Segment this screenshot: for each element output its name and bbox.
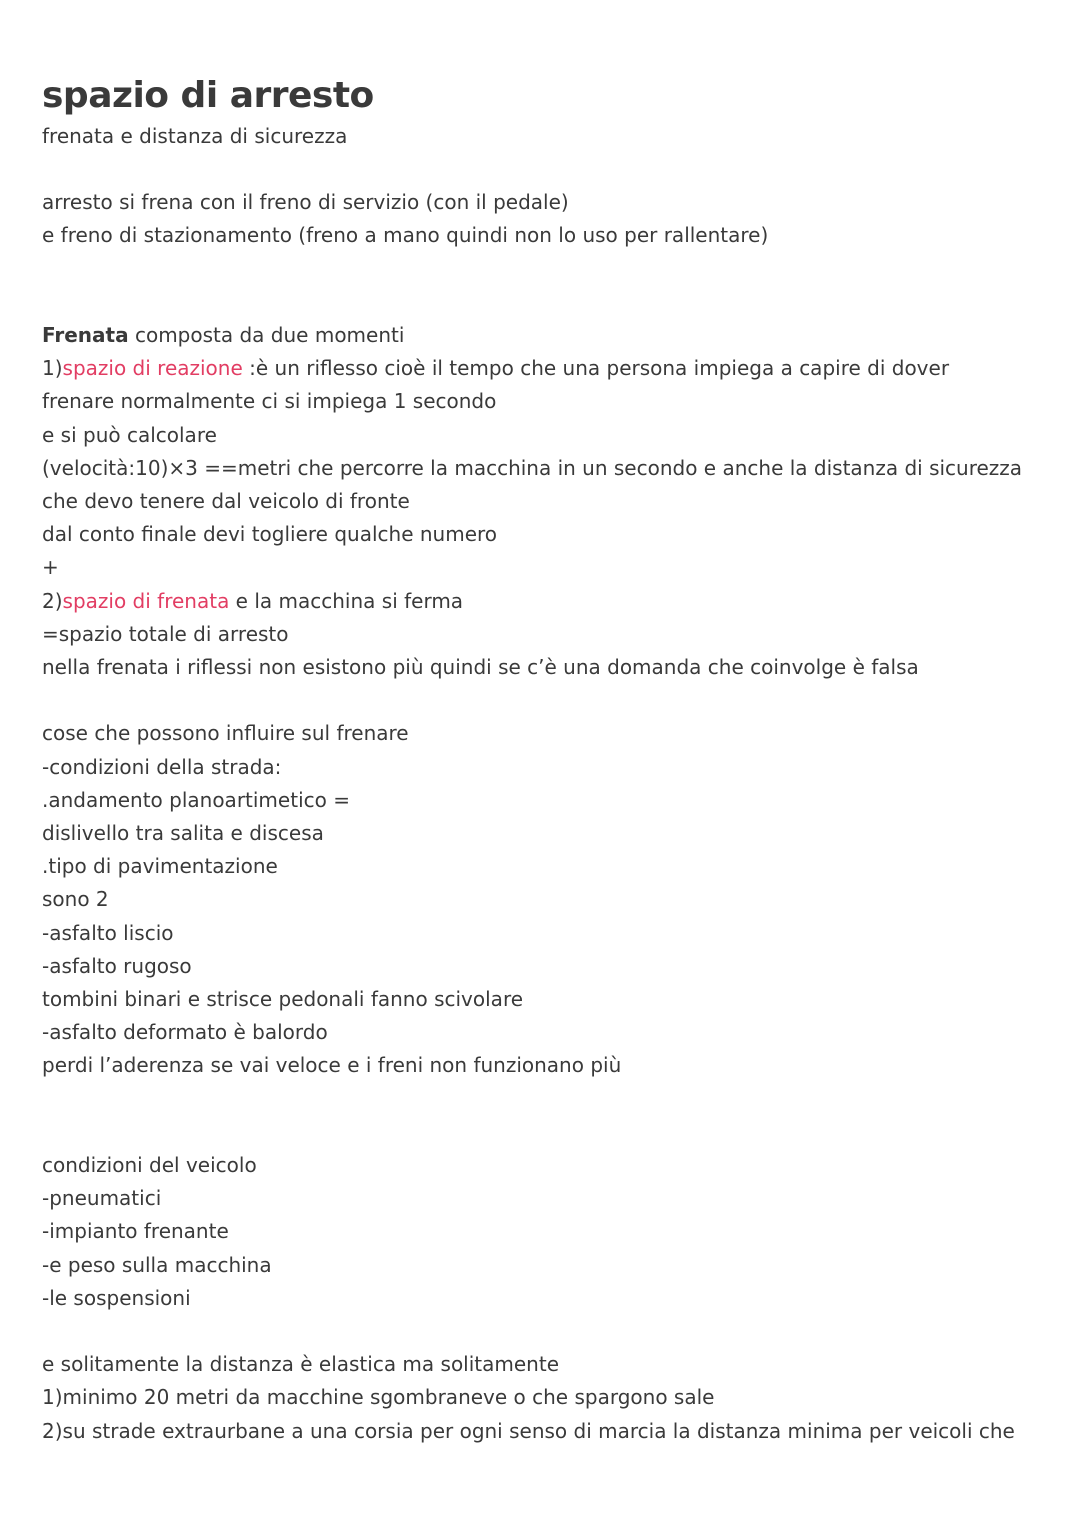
veicolo-line: -impianto frenante: [42, 1219, 229, 1244]
frenata-heading-bold: Frenata: [42, 322, 129, 347]
spacer: [42, 253, 1062, 286]
influenze-line: sono 2: [42, 887, 109, 912]
page-subtitle: frenata e distanza di sicurezza: [42, 124, 348, 148]
frenata-line: e si può calcolare: [42, 422, 217, 447]
reazione-rest: :è un riflesso cioè il tempo che una persona impiega a capire di dover: [242, 356, 950, 381]
spacer: [42, 1315, 1062, 1348]
frenata-line: dal conto finale devi togliere qualche numero: [42, 522, 498, 547]
frenata-line: =spazio totale di arresto: [42, 621, 289, 646]
veicolo-line: -pneumatici: [42, 1186, 162, 1211]
reazione-prefix: 1): [42, 356, 63, 381]
spacer: [42, 1116, 1062, 1149]
spacer: [42, 153, 1062, 186]
spacer: [42, 286, 1062, 319]
distanza-line: 2)su strade extraurbane a una corsia per ogni senso di marcia la distanza minima per veicoli che: [42, 1418, 1015, 1443]
frenata-line: che devo tenere dal veicolo di fronte: [42, 488, 410, 513]
frenata-rest: e la macchina si ferma: [229, 588, 464, 613]
frenata-term: spazio di frenata: [62, 588, 230, 613]
frenata-prefix: 2): [42, 588, 63, 613]
frenata-line: (velocità:10)×3 ==metri che percorre la macchina in un secondo e anche la distanza di sicurezza: [42, 455, 1023, 480]
veicolo-line: -e peso sulla macchina: [42, 1252, 272, 1277]
influenze-line: perdi l’aderenza se vai veloce e i freni non funzionano più: [42, 1053, 622, 1078]
reazione-term: spazio di reazione: [62, 356, 243, 381]
intro-line: arresto si frena con il freno di servizio (con il pedale): [42, 190, 569, 215]
frenata-heading: [42, 319, 1062, 352]
frenata-line: frenare normalmente ci si impiega 1 secondo: [42, 389, 497, 414]
veicolo-line: -le sospensioni: [42, 1285, 191, 1310]
influenze-line: .tipo di pavimentazione: [42, 854, 278, 879]
influenze-line: -condizioni della strada:: [42, 754, 282, 779]
spacer: [42, 684, 1062, 717]
frenata-line: nella frenata i riflessi non esistono più quindi se c’è una domanda che coinvolge è falsa: [42, 655, 919, 679]
spacer: [42, 1083, 1062, 1116]
influenze-line: -asfalto deformato è balordo: [42, 1020, 328, 1045]
frenata-heading-rest: composta da due momenti: [128, 322, 405, 347]
influenze-line: tombini binari e strisce pedonali fanno scivolare: [42, 987, 524, 1012]
spazio-frenata-line: [42, 585, 1062, 618]
frenata-line: +: [42, 555, 59, 580]
note-page: [42, 74, 1062, 1448]
influenze-line: .andamento planoartimetico =: [42, 787, 350, 812]
intro-line: e freno di stazionamento (freno a mano quindi non lo uso per rallentare): [42, 223, 769, 248]
influenze-line: cose che possono influire sul frenare: [42, 721, 409, 746]
page-title: spazio di arresto: [42, 75, 374, 116]
reazione-line: [42, 352, 1062, 385]
influenze-line: -asfalto rugoso: [42, 953, 192, 978]
influenze-line: dislivello tra salita e discesa: [42, 821, 324, 845]
distanza-line: 1)minimo 20 metri da macchine sgombraneve o che spargono sale: [42, 1385, 715, 1410]
veicolo-line: condizioni del veicolo: [42, 1153, 257, 1177]
influenze-line: -asfalto liscio: [42, 920, 174, 945]
distanza-line: e solitamente la distanza è elastica ma solitamente: [42, 1352, 560, 1377]
